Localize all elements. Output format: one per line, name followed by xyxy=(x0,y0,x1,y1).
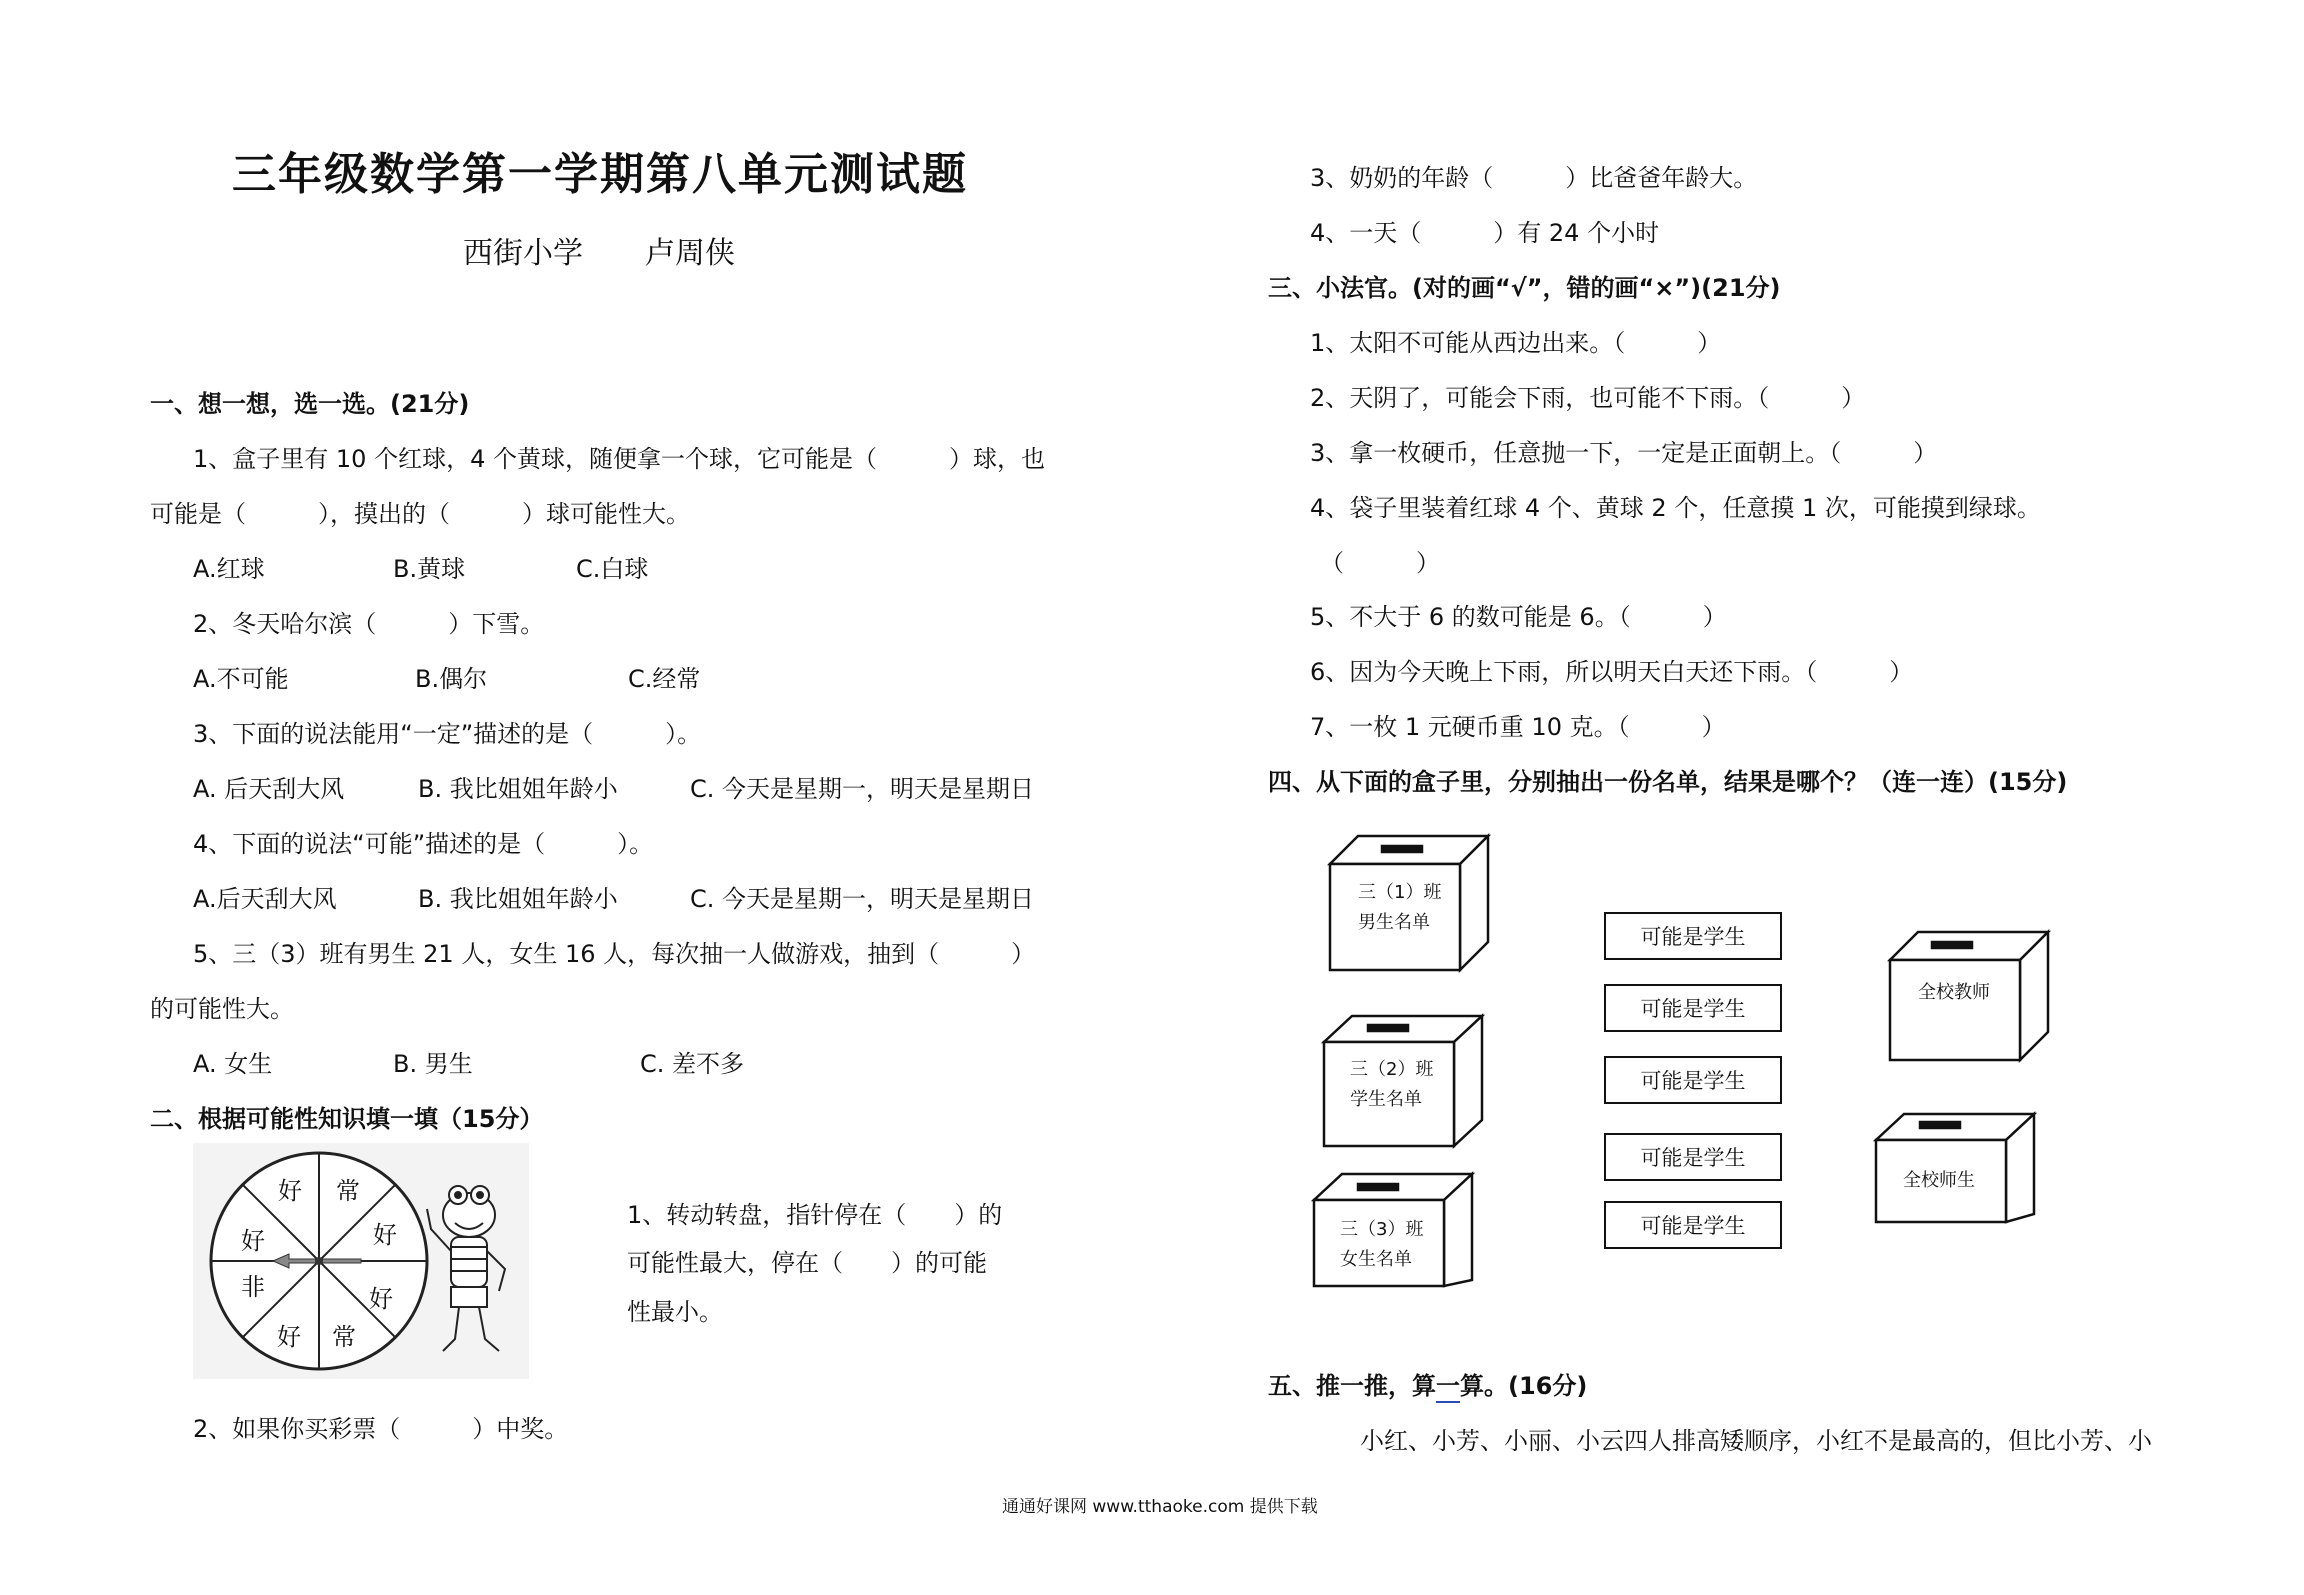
s3-item-4-blank: （ ） xyxy=(1320,549,1440,577)
wheel-seg-4: 好 xyxy=(369,1285,393,1313)
s1-q5-opt-a: A. 女生 xyxy=(193,1050,273,1078)
wheel-seg-3: 好 xyxy=(373,1221,397,1249)
s2-q3: 3、奶奶的年龄（ ）比爸爸年龄大。 xyxy=(1310,164,1758,192)
s2-q4: 4、一天（ ）有 24 个小时 xyxy=(1310,219,1660,247)
frog-cartoon-icon xyxy=(427,1186,505,1351)
author-name: 卢周侠 xyxy=(645,236,735,271)
s3-item-5: 5、不大于 6 的数可能是 6。（ ） xyxy=(1310,603,1727,631)
s3-item-3: 3、拿一枚硬币，任意抛一下，一定是正面朝上。（ ） xyxy=(1310,439,1938,467)
box-class3-label: 三（3）班 女生名单 xyxy=(1340,1219,1424,1270)
box-class2-label: 三（2）班 学生名单 xyxy=(1350,1059,1434,1110)
s3-item-1: 1、太阳不可能从西边出来。（ ） xyxy=(1310,329,1722,357)
s3-item-7: 7、一枚 1 元硬币重 10 克。（ ） xyxy=(1310,713,1726,741)
s1-q2: 2、冬天哈尔滨（ ）下雪。 xyxy=(193,610,545,638)
s1-q5-opt-c: C. 差不多 xyxy=(640,1050,745,1078)
s1-q5-opt-b: B. 男生 xyxy=(393,1050,473,1078)
s5-text: 小红、小芳、小丽、小云四人排高矮顺序，小红不是最高的，但比小芳、小 xyxy=(1360,1427,2152,1455)
s3-item-2: 2、天阴了，可能会下雨，也可能不下雨。（ ） xyxy=(1310,384,1866,412)
s1-q2-opt-a: A.不可能 xyxy=(193,665,289,693)
s1-q1-line2: 可能是（ ），摸出的（ ）球可能性大。 xyxy=(150,500,690,528)
s1-q1-opt-b: B.黄球 xyxy=(393,555,466,583)
s1-q1-opt-a: A.红球 xyxy=(193,555,265,583)
s2-q1-line1: 1、转动转盘，指针停在（ ）的 xyxy=(627,1201,1003,1229)
wheel-seg-7: 非 xyxy=(241,1273,265,1301)
middle-label-2: 可能是学生 xyxy=(1604,984,1782,1032)
wheel-seg-6: 好 xyxy=(277,1323,301,1351)
s1-q1-line1: 1、盒子里有 10 个红球，4 个黄球，随便拿一个球，它可能是（ ）球，也 xyxy=(193,445,1045,473)
section2-heading: 二、根据可能性知识填一填（15分） xyxy=(150,1105,544,1133)
s2-q2: 2、如果你买彩票（ ）中奖。 xyxy=(193,1415,569,1443)
section1-heading: 一、想一想，选一选。(21分) xyxy=(150,390,470,418)
s1-q4: 4、下面的说法“可能”描述的是（ ）。 xyxy=(193,830,654,858)
s1-q4-opt-c: C. 今天是星期一，明天是星期日 xyxy=(690,885,1035,913)
s2-q1-line3: 性最小。 xyxy=(627,1298,723,1326)
s1-q3-opt-c: C. 今天是星期一，明天是星期日 xyxy=(690,775,1035,803)
wheel-seg-5: 常 xyxy=(332,1323,356,1351)
s1-q4-opt-b: B. 我比姐姐年龄小 xyxy=(418,885,618,913)
s1-q2-opt-c: C.经常 xyxy=(628,665,701,693)
s1-q4-opt-a: A.后天刮大风 xyxy=(193,885,337,913)
s1-q3-opt-b: B. 我比姐姐年龄小 xyxy=(418,775,618,803)
s1-q1-opt-c: C.白球 xyxy=(576,555,649,583)
middle-label-1: 可能是学生 xyxy=(1604,912,1782,960)
wheel-seg-1: 好 xyxy=(278,1177,302,1205)
middle-label-4: 可能是学生 xyxy=(1604,1133,1782,1181)
box-school-label: 全校师生 xyxy=(1903,1170,1975,1191)
box-teachers-label: 全校教师 xyxy=(1918,982,1990,1003)
page-title: 三年级数学第一学期第八单元测试题 xyxy=(232,149,968,200)
author-school: 西街小学 xyxy=(463,236,583,271)
box-class1-label: 三（1）班 男生名单 xyxy=(1358,882,1442,933)
s1-q3-opt-a: A. 后天刮大风 xyxy=(193,775,345,803)
middle-label-3: 可能是学生 xyxy=(1604,1056,1782,1104)
section3-heading: 三、小法官。(对的画“√”，错的画“×”)(21分) xyxy=(1268,274,1781,302)
middle-label-5: 可能是学生 xyxy=(1604,1201,1782,1249)
section5-heading: 五、推一推，算一算。(16分) xyxy=(1268,1366,1587,1403)
s3-item-6: 6、因为今天晚上下雨，所以明天白天还下雨。（ ） xyxy=(1310,658,1914,686)
footer-credit: 通通好课网 www.tthaoke.com 提供下载 xyxy=(1002,1497,1318,1517)
wheel-seg-8: 好 xyxy=(241,1227,265,1255)
wheel-seg-2: 常 xyxy=(336,1177,360,1205)
spinner-illustration xyxy=(193,1143,529,1379)
spinner-wheel-svg xyxy=(193,1143,529,1379)
s1-q5-line2: 的可能性大。 xyxy=(150,995,294,1023)
section4-heading: 四、从下面的盒子里，分别抽出一份名单，结果是哪个？（连一连）(15分) xyxy=(1268,768,2068,796)
s2-q1-line2: 可能性最大，停在（ ）的可能 xyxy=(627,1249,987,1277)
s1-q5-line1: 5、三（3）班有男生 21 人，女生 16 人，每次抽一人做游戏，抽到（ ） xyxy=(193,940,1036,968)
s1-q3: 3、下面的说法能用“一定”描述的是（ ）。 xyxy=(193,720,702,748)
s1-q2-opt-b: B.偶尔 xyxy=(415,665,488,693)
s3-item-4: 4、袋子里装着红球 4 个、黄球 2 个，任意摸 1 次，可能摸到绿球。 xyxy=(1310,494,2041,522)
